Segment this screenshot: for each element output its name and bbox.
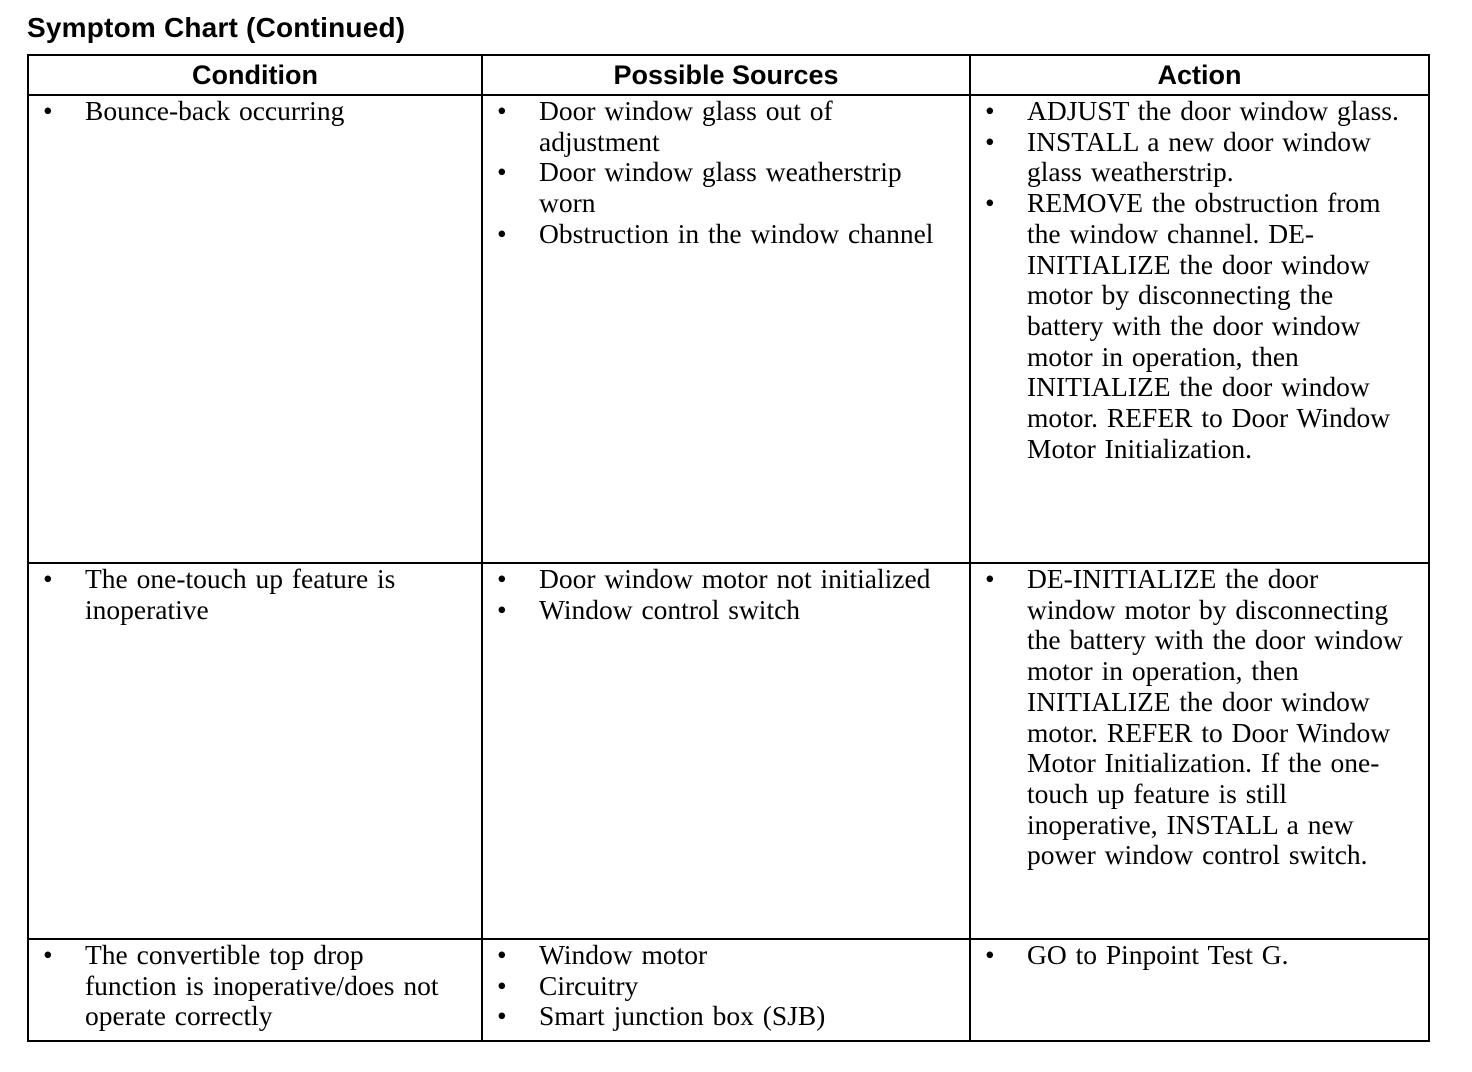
sources-cell (482, 939, 970, 1041)
condition-item: • The convertible top drop function is inoperative/does not operate correctly (41, 940, 463, 1032)
source-item: • Circuitry (495, 971, 951, 1002)
table-row (28, 95, 1429, 563)
action-item: • ADJUST the door window glass. (983, 96, 1410, 127)
condition-cell (28, 939, 482, 1041)
condition-item: • Bounce-back occurring (41, 96, 463, 127)
action-cell (970, 95, 1429, 563)
column-header-condition: Condition (28, 55, 482, 95)
source-item: • Obstruction in the window channel (495, 219, 951, 250)
condition-cell (28, 563, 482, 939)
header-row (28, 55, 1429, 95)
source-item: • Door window glass out of adjustment (495, 96, 951, 157)
condition-cell (28, 95, 482, 563)
table-row (28, 939, 1429, 1041)
source-item: • Door window motor not initialized (495, 564, 951, 595)
sources-cell (482, 563, 970, 939)
symptom-chart-table (27, 54, 1430, 1042)
column-header-possible-sources: Possible Sources (482, 55, 970, 95)
source-item: • Smart junction box (SJB) (495, 1001, 951, 1032)
page-title: Symptom Chart (Continued) (27, 12, 406, 43)
action-cell (970, 563, 1429, 939)
column-header-action: Action (970, 55, 1429, 95)
condition-item: • The one-touch up feature is inoperative (41, 564, 463, 625)
source-item: • Window motor (495, 940, 951, 971)
source-item: • Door window glass weatherstrip worn (495, 157, 951, 218)
action-item: • REMOVE the obstruction from the window channel. DE-INITIALIZE the door window motor by disconnecting the battery with the door window motor in operation, then INITIALIZE the door window motor. REFER to Door Window Motor Initialization. (983, 188, 1410, 464)
action-item: • GO to Pinpoint Test G. (983, 940, 1410, 971)
source-item: • Window control switch (495, 595, 951, 626)
sources-cell (482, 95, 970, 563)
action-item: • DE-INITIALIZE the door window motor by disconnecting the battery with the door window motor in operation, then INITIALIZE the door window motor. REFER to Door Window Motor Initialization. If the one-touch up feature is still inoperative, INSTALL a new power window control switch. (983, 564, 1410, 871)
table-row (28, 563, 1429, 939)
action-item: • INSTALL a new door window glass weatherstrip. (983, 127, 1410, 188)
action-cell (970, 939, 1429, 1041)
